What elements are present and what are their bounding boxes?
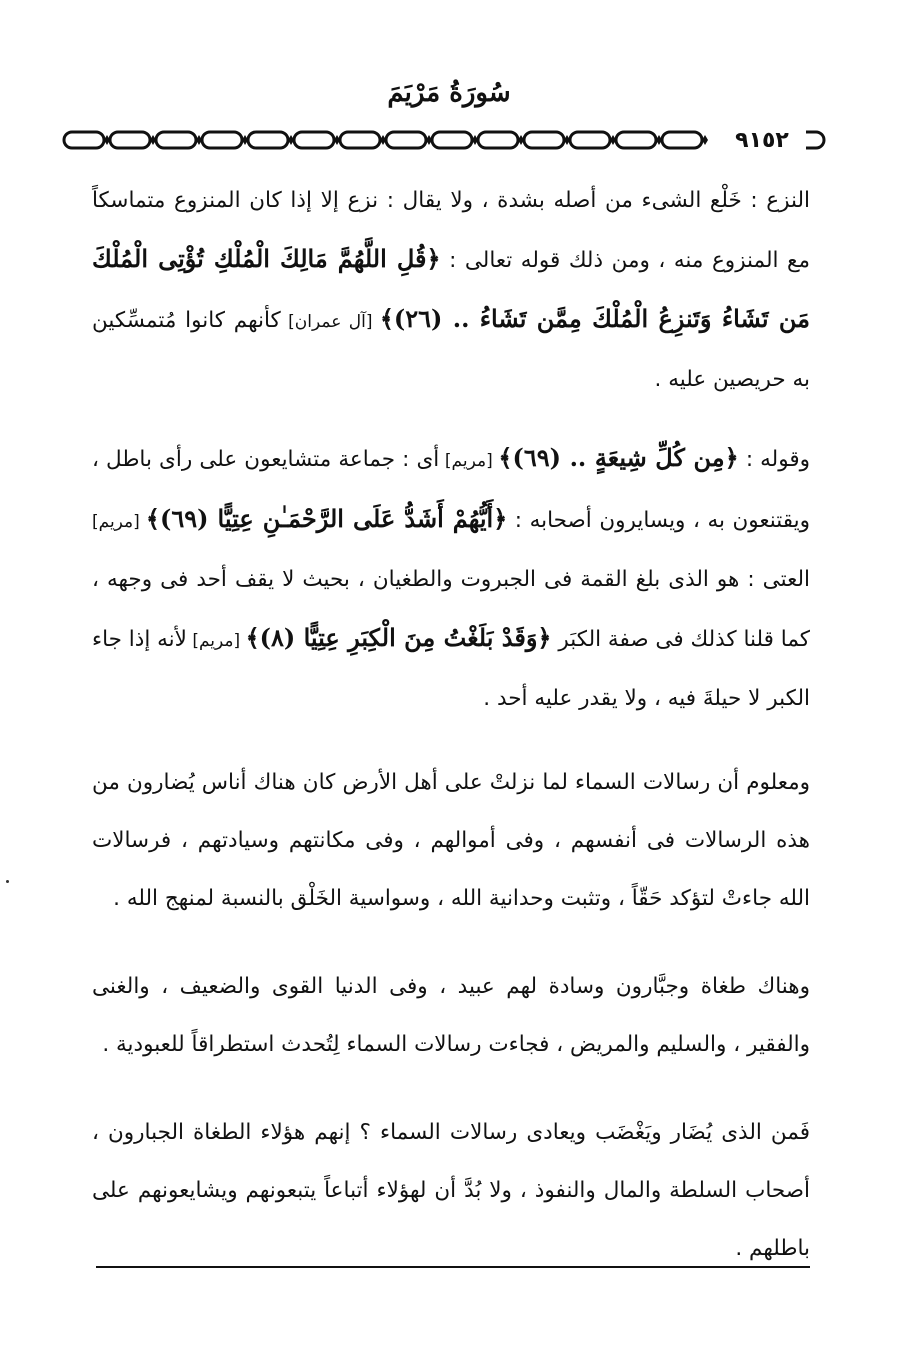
quran-verse: ﴿أَيُّهُمْ أَشَدُّ عَلَى الرَّحْمَـٰنِ عِتِيًّا (٦٩)﴾: [145, 504, 508, 533]
surah-reference: [مريم]: [186, 631, 246, 651]
quran-verse: ﴿مِن كُلِّ شِيعَةٍ .. (٦٩)﴾: [498, 443, 739, 472]
surah-reference: [آل عمران]: [280, 312, 380, 332]
quran-verse: ﴿وَقَدْ بَلَغْتُ مِنَ الْكِبَرِ عِتِيًّا (٨)﴾: [245, 623, 552, 652]
bottom-rule: [96, 1266, 810, 1268]
paragraph-3: [92, 754, 810, 928]
quran-verse: ﴿قُلِ اللَّهُمَّ مَالِكَ الْمُلْكِ تُؤْتِى الْمُلْكَ مَن تَشَاءُ وَتَنزِعُ الْمُلْكَ مِمَّن تَشَاءُ .. (٢٦)﴾: [92, 244, 810, 333]
paragraph-1: [92, 172, 810, 409]
text-segment: وهناك طغاة وجبَّارون وسادة لهم عبيد ، وفى الدنيا القوى والضعيف ، والغنى والفقير ، والسليم والمريض ، فجاءت رسالات السماء لِتُحدث استطراقاً للعبودية .: [92, 974, 810, 1057]
surah-title: سُورَةُ مَرْيَمَ: [387, 78, 511, 108]
ornamental-border: [60, 126, 830, 156]
text-segment: النزع : خَلْع الشىء من أصله بشدة ، ولا يقال : نزع إلا إذا كان المنزوع متماسكاً مع المنزوع منه ، ومن ذلك قوله تعالى :: [92, 188, 811, 273]
text-segment: أى : جماعة متشايعون على رأى باطل ، ويقتنعون به ، ويسايرون أصحابه :: [92, 447, 811, 533]
text-segment: العتى : هو الذى بلغ القمة فى الجبروت والطغيان ، بحيث لا يقف أحد فى وجهه ، كما قلنا كذلك فى صفة الكبَر: [92, 567, 810, 652]
scan-speck: [6, 880, 9, 883]
paragraph-5: [92, 1104, 810, 1278]
text-segment: ومعلوم أن رسالات السماء لما نزلتْ على أهل الأرض كان هناك أناس يُضارون من هذه الرسالات فى أنفسهم ، وفى أموالهم ، وفى مكانتهم وسيادتهم ، فرسالات الله جاءتْ لتؤكد حَقّاً ، وتثبت وحدانية الله ، وسواسية الخَلْق بالنسبة لمنهج الله .: [92, 770, 810, 911]
text-segment: لأنه إذا جاء الكبر لا حيلةَ فيه ، ولا يقدر عليه أحد .: [92, 627, 810, 711]
text-segment: فَمن الذى يُضَار ويَغْضَب ويعادى رسالات السماء ؟ إنهم هؤلاء الطغاة الجبارون ، أصحاب السلطة والمال والنفوذ ، ولا بُدَّ أن لهؤلاء أتباعاً يتبعونهم ويشايعونهم على باطلهم .: [92, 1120, 810, 1261]
paragraph-2: [92, 429, 810, 728]
page-number: ٩١٥٢: [718, 128, 806, 153]
main-text: [92, 172, 810, 1278]
text-segment: كأنهم كانوا مُتمسِّكين به حريصين عليه .: [92, 308, 810, 392]
paragraph-4: [92, 958, 810, 1074]
surah-reference: [مريم]: [439, 451, 499, 471]
surah-reference: [مريم]: [92, 512, 146, 532]
text-segment: وقوله :: [738, 447, 810, 472]
